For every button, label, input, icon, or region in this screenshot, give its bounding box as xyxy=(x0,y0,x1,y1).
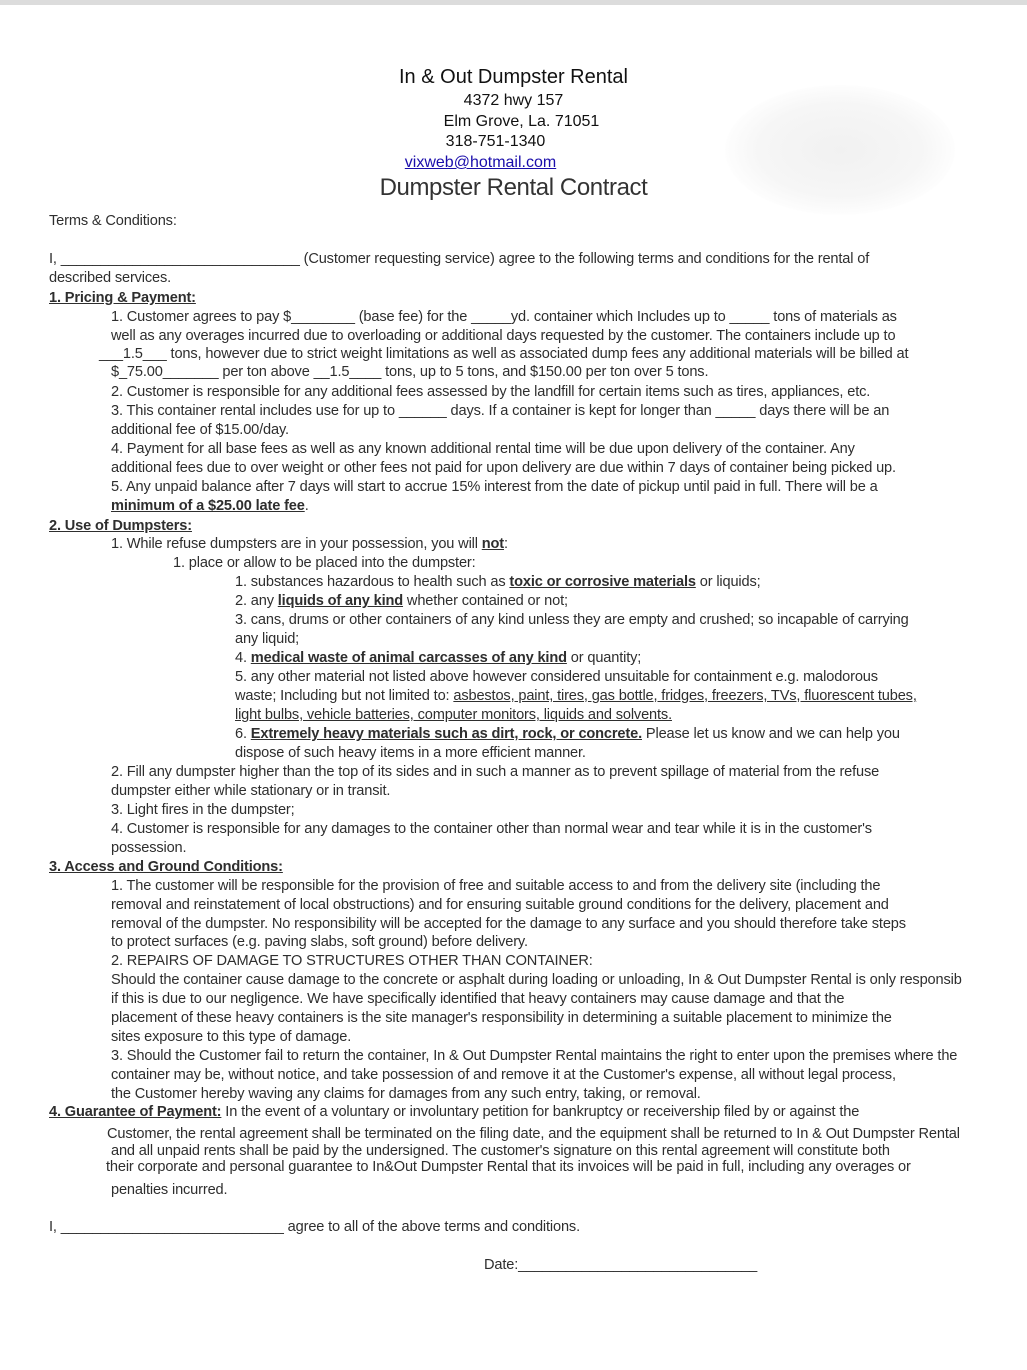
contract-line xyxy=(111,1181,227,1199)
text-segment: waste; Including but not limited to: xyxy=(235,688,454,704)
contract-line xyxy=(235,725,900,743)
text-segment: I, ______________________________ (Customer requesting service) agree to the following terms and conditions for the rental of xyxy=(49,251,870,267)
contract-line xyxy=(111,896,889,914)
contract-line xyxy=(111,1009,892,1027)
text-segment: 5. any other material not listed above however considered unsuitable for containment e.g. malodorous xyxy=(235,669,878,685)
phone-number: 318-751-1340 xyxy=(445,133,546,150)
contract-line xyxy=(107,1125,960,1143)
contract-line xyxy=(111,877,880,895)
text-segment: dumpster either while stationary or in transit. xyxy=(111,783,391,799)
contract-line xyxy=(111,327,895,345)
text-segment: . xyxy=(304,498,309,514)
text-segment: asbestos, paint, tires, gas bottle, fridges, freezers, TVs, fluorescent tubes, xyxy=(453,688,917,704)
contract-line xyxy=(49,269,171,287)
contract-line xyxy=(111,801,295,819)
contract-line xyxy=(111,1085,701,1103)
text-segment: 4. Payment for all base fees as well as any known additional rental time will be due upon delivery of the container. Any xyxy=(111,441,855,457)
text-segment: 1. Customer agrees to pay $________ (base fee) for the _____yd. container which Includes up to _____ tons of materials as xyxy=(111,309,897,325)
text-segment: 4. xyxy=(235,650,251,666)
contract-line xyxy=(49,1103,859,1121)
text-segment: 1. While refuse dumpsters are in your possession, you will xyxy=(111,536,482,552)
text-segment: their corporate and personal guarantee to In&Out Dumpster Rental that its invoices will be paid in full, including any overages or xyxy=(106,1159,911,1175)
emphasized-text: minimum of a $25.00 late fee xyxy=(111,498,305,514)
address-line-1: 4372 hwy 157 xyxy=(463,92,564,109)
text-segment: additional fees due to over weight or other fees not paid for upon delivery are due within 7 days of container being picked up. xyxy=(111,460,896,476)
text-segment: 1. The customer will be responsible for the provision of free and suitable access to and from the delivery site (including the xyxy=(111,878,881,894)
contract-line xyxy=(111,1066,896,1084)
contract-line xyxy=(111,363,708,381)
text-segment: 2. Customer is responsible for any additional fees assessed by the landfill for certain items such as tires, appliances, etc. xyxy=(111,384,871,400)
text-segment: to protect surfaces (e.g. paving slabs, soft ground) before delivery. xyxy=(111,934,528,950)
text-segment: 3. Should the Customer fail to return the container, In & Out Dumpster Rental maintains the right to enter upon the premises where the xyxy=(111,1048,958,1064)
text-segment: 3. This container rental includes use for up to ______ days. If a container is kept for longer than _____ days there will be an xyxy=(111,403,890,419)
text-segment: 2. REPAIRS OF DAMAGE TO STRUCTURES OTHER THAN CONTAINER: xyxy=(111,953,593,969)
text-segment: 1. place or allow to be placed into the dumpster: xyxy=(173,555,476,571)
contract-line xyxy=(111,839,186,857)
emphasized-text: Extremely heavy materials such as dirt, rock, or concrete. xyxy=(250,726,642,742)
contract-line xyxy=(235,573,761,591)
text-segment: 3. Light fires in the dumpster; xyxy=(111,802,295,818)
contract-line xyxy=(111,763,879,781)
contract-line xyxy=(235,611,909,629)
contract-line xyxy=(111,383,870,401)
text-segment: 2. Fill any dumpster higher than the top of its sides and in such a manner as to prevent spillage of material from the refuse xyxy=(111,764,880,780)
emphasized-text: 3. Access and Ground Conditions: xyxy=(49,859,283,875)
text-segment: light bulbs, vehicle batteries, computer monitors, liquids and solvents. xyxy=(235,707,672,723)
text-segment: 4. Customer is responsible for any damages to the container other than normal wear and tear while it is in the customer's xyxy=(111,821,872,837)
text-segment: Customer, the rental agreement shall be terminated on the filing date, and the equipment shall be returned to In & Out Dumpster Rental xyxy=(107,1126,960,1142)
contract-line xyxy=(111,990,844,1008)
emphasized-text: 2. Use of Dumpsters: xyxy=(49,518,192,534)
contract-line xyxy=(111,308,897,326)
text-segment: or liquids; xyxy=(695,574,761,590)
contract-line xyxy=(235,630,299,648)
contract-line xyxy=(235,706,672,724)
contract-line xyxy=(111,933,528,951)
top-edge-bar xyxy=(0,0,1027,5)
contract-line xyxy=(49,250,869,268)
contract-line xyxy=(111,915,906,933)
text-segment: sites exposure to this type of damage. xyxy=(111,1029,352,1045)
text-segment: dispose of such heavy items in a more efficient manner. xyxy=(235,745,586,761)
contract-line xyxy=(49,289,196,307)
text-segment: Please let us know and we can help you xyxy=(641,726,900,742)
text-segment: In the event of a voluntary or involuntary petition for bankruptcy or receivership filed by or against the xyxy=(221,1104,860,1120)
text-segment: any liquid; xyxy=(235,631,300,647)
signature-agreement-line xyxy=(49,1218,580,1236)
text-segment: container may be, without notice, and take possession of and remove it at the Customer's expense, all without legal process, xyxy=(111,1067,896,1083)
contract-line xyxy=(235,592,568,610)
text-segment: Date:______________________________ xyxy=(484,1257,758,1273)
contract-line xyxy=(235,687,917,705)
text-segment: removal of the dumpster. No responsibility will be accepted for the damage to any surface and you should therefore take steps xyxy=(111,916,906,932)
text-segment: Should the container cause damage to the concrete or asphalt during loading or unloading, In & Out Dumpster Rental is only responsib xyxy=(111,972,962,988)
text-segment: or quantity; xyxy=(566,650,642,666)
text-segment: 2. any xyxy=(235,593,278,609)
text-segment: and all unpaid rents shall be paid by the undersigned. The customer's signature on this rental agreement will constitute both xyxy=(111,1143,890,1159)
text-segment: removal and reinstatement of local obstructions) and for ensuring suitable ground conditions for the delivery, placement and xyxy=(111,897,889,913)
contract-line xyxy=(235,744,586,762)
emphasized-text: toxic or corrosive materials xyxy=(509,574,696,590)
contract-line xyxy=(235,668,878,686)
contract-line xyxy=(111,782,390,800)
address-line-2: Elm Grove, La. 71051 xyxy=(443,113,600,130)
contract-line xyxy=(111,402,889,420)
emphasized-text: 1. Pricing & Payment: xyxy=(49,290,196,306)
document-title: Dumpster Rental Contract xyxy=(379,174,648,201)
contract-line xyxy=(49,517,192,535)
contract-line xyxy=(111,971,962,989)
date-line xyxy=(484,1256,757,1274)
company-name: In & Out Dumpster Rental xyxy=(399,66,628,88)
emphasized-text: 4. Guarantee of Payment: xyxy=(49,1104,222,1120)
text-segment: $_75.00_______ per ton above __1.5____ tons, up to 5 tons, and $150.00 per ton over 5 tons. xyxy=(111,364,709,380)
text-segment: 5. Any unpaid balance after 7 days will start to accrue 15% interest from the date of pickup until paid in full. There will be a xyxy=(111,479,878,495)
contract-line xyxy=(111,421,289,439)
contract-line xyxy=(111,535,508,553)
text-segment: 6. xyxy=(235,726,251,742)
email-link[interactable]: vixweb@hotmail.com xyxy=(404,154,557,171)
text-segment: 1. substances hazardous to health such as xyxy=(235,574,510,590)
contract-line xyxy=(111,1028,351,1046)
text-segment: I, ____________________________ agree to all of the above terms and conditions. xyxy=(49,1219,580,1235)
text-segment: ___1.5___ tons, however due to strict weight limitations as well as associated dump fees any additional materials will be billed at xyxy=(99,346,909,362)
text-segment: whether contained or not; xyxy=(403,593,568,609)
emphasized-text: liquids of any kind xyxy=(277,593,404,609)
emphasized-text: medical waste of animal carcasses of any kind xyxy=(250,650,567,666)
text-segment: 3. cans, drums or other containers of any kind unless they are empty and crushed; so incapable of carrying xyxy=(235,612,909,628)
contract-line xyxy=(173,554,476,572)
contract-line xyxy=(49,858,283,876)
text-segment: placement of these heavy containers is the site manager's responsibility in determining a suitable placement to minimize the xyxy=(111,1010,892,1026)
contract-line xyxy=(111,440,855,458)
text-segment: penalties incurred. xyxy=(111,1182,228,1198)
text-segment: additional fee of $15.00/day. xyxy=(111,422,289,438)
contract-line xyxy=(111,1047,957,1065)
text-segment: well as any overages incurred due to overloading or additional days requested by the customer. The containers include up to xyxy=(111,328,896,344)
contract-line xyxy=(111,478,878,496)
text-segment: if this is due to our negligence. We have specifically identified that heavy containers may cause damage and that the xyxy=(111,991,845,1007)
contract-line xyxy=(106,1158,911,1176)
contract-line xyxy=(111,952,593,970)
text-segment: possession. xyxy=(111,840,187,856)
emphasized-text: not xyxy=(481,536,505,552)
contract-line xyxy=(111,820,872,838)
contract-line xyxy=(111,459,896,477)
text-segment: : xyxy=(504,536,508,552)
text-segment: described services. xyxy=(49,270,172,286)
terms-heading: Terms & Conditions: xyxy=(49,213,177,229)
contract-line xyxy=(99,345,908,363)
text-segment: the Customer hereby waving any claims for damages from any such entry, taking, or removal. xyxy=(111,1086,701,1102)
contract-line xyxy=(235,649,641,667)
contract-line xyxy=(111,497,309,515)
